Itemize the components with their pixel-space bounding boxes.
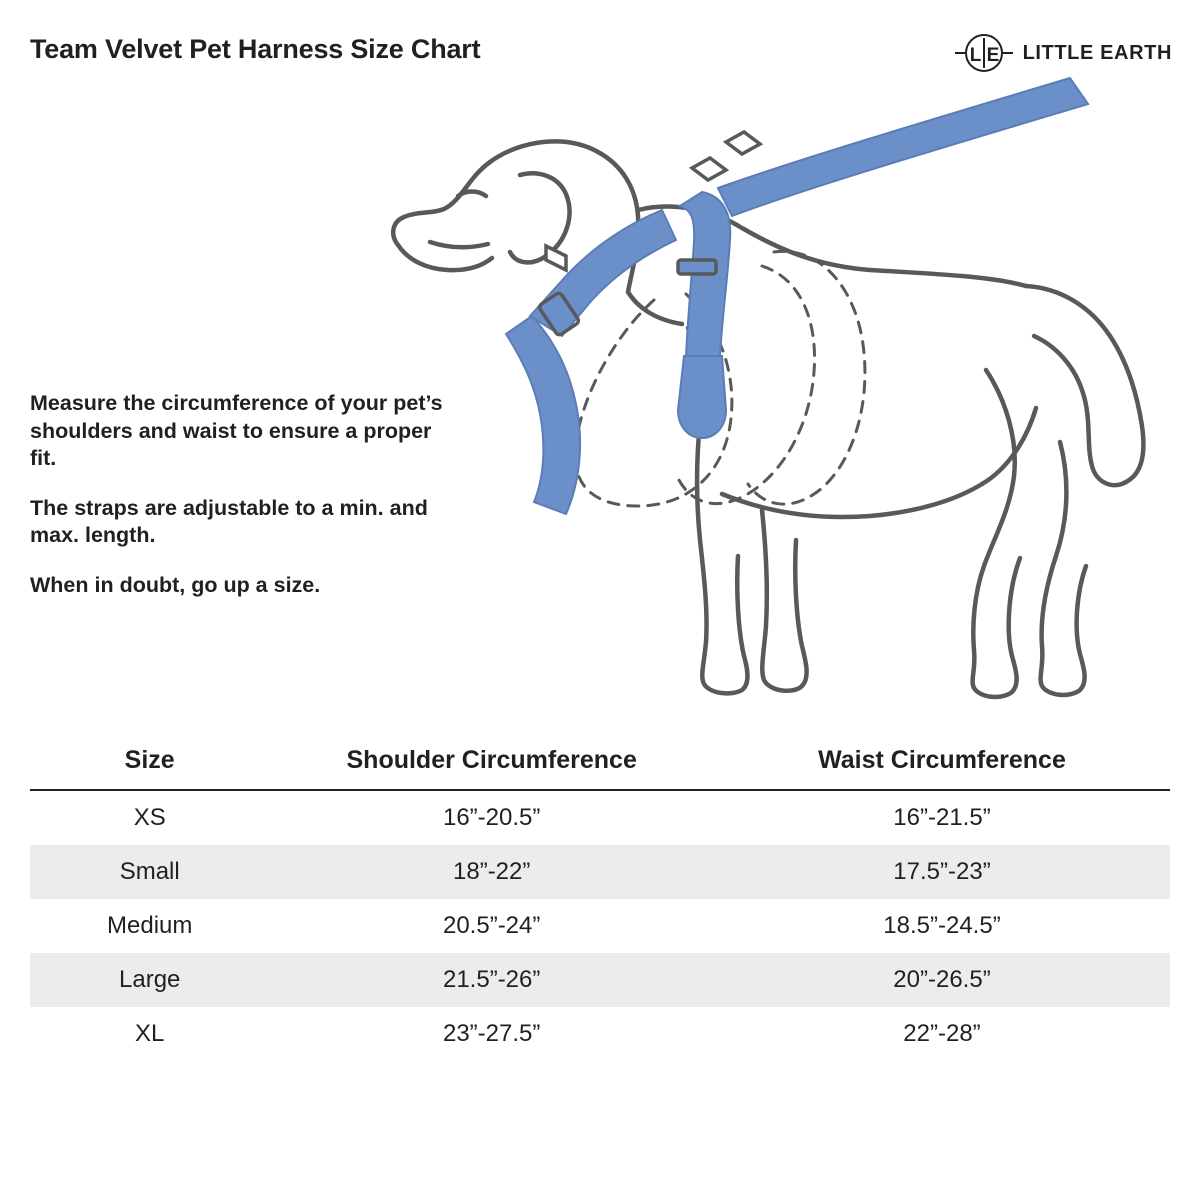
dog-hind-leg-right	[1041, 442, 1086, 695]
cell-shoulder: 20.5”-24”	[442, 912, 541, 939]
table-row	[30, 1007, 1170, 1061]
cell-waist: 22”-28”	[903, 1020, 981, 1047]
d-ring-clip	[692, 158, 726, 180]
dog-front-leg-right	[762, 510, 807, 691]
cell-shoulder: 16”-20.5”	[442, 804, 541, 831]
harness-straps	[506, 78, 1088, 514]
column-header-shoulder: Shoulder Circumference	[269, 740, 714, 790]
table-row	[30, 790, 1170, 845]
cell-waist: 20”-26.5”	[714, 953, 1170, 1007]
instruction-line-1: Measure the circumference of your pet’s shoulders and waist to ensure a proper fit.	[30, 391, 443, 471]
cell-shoulder: 18”-22”	[269, 845, 714, 899]
column-header-waist: Waist Circumference	[714, 740, 1170, 790]
instruction-line-3: When in doubt, go up a size.	[30, 572, 321, 597]
table-row	[30, 953, 1170, 1007]
dog-front-leg-left	[697, 422, 748, 693]
waist-circumference-dashed	[748, 251, 865, 504]
dog-jaw-outline	[398, 245, 492, 270]
cell-waist: 18.5”-24.5”	[883, 912, 1001, 939]
harness-lower-pad	[678, 356, 726, 438]
cell-size: Small	[30, 845, 269, 899]
cell-shoulder: 23”-27.5”	[442, 1020, 541, 1047]
table-header-row	[30, 740, 1170, 790]
dog-hind-leg-left	[973, 370, 1020, 697]
harness-chest-panel	[506, 316, 580, 514]
cell-size: Medium	[107, 912, 193, 939]
dog-tail	[1026, 286, 1143, 485]
dog-mouth-line	[430, 242, 488, 247]
leash-snap-hook	[726, 132, 760, 154]
svg-text:L: L	[969, 45, 981, 66]
dog-harness-diagram-svg	[370, 70, 1200, 720]
leash-strap	[718, 78, 1088, 216]
table-row	[30, 845, 1170, 899]
size-chart-table	[30, 740, 1170, 1061]
cell-size: Large	[30, 953, 269, 1007]
cell-waist: 17.5”-23”	[714, 845, 1170, 899]
cell-size: XL	[135, 1020, 165, 1047]
cell-waist: 16”-21.5”	[893, 804, 991, 831]
table-row	[30, 899, 1170, 953]
dog-ear	[510, 173, 569, 262]
back-strap-adjuster	[678, 260, 716, 274]
column-header-size: Size	[30, 740, 269, 790]
instruction-line-2: The straps are adjustable to a min. and max. length.	[30, 495, 428, 548]
brand-name: LITTLE EARTH	[1022, 41, 1172, 64]
dog-harness-illustration	[370, 70, 1200, 720]
cell-shoulder: 21.5”-26”	[269, 953, 714, 1007]
dog-eye	[458, 192, 486, 197]
side-release-buckle	[546, 246, 566, 270]
cell-size: XS	[133, 804, 166, 831]
page-title: Team Velvet Pet Harness Size Chart	[30, 34, 481, 64]
svg-text:E: E	[986, 45, 999, 66]
